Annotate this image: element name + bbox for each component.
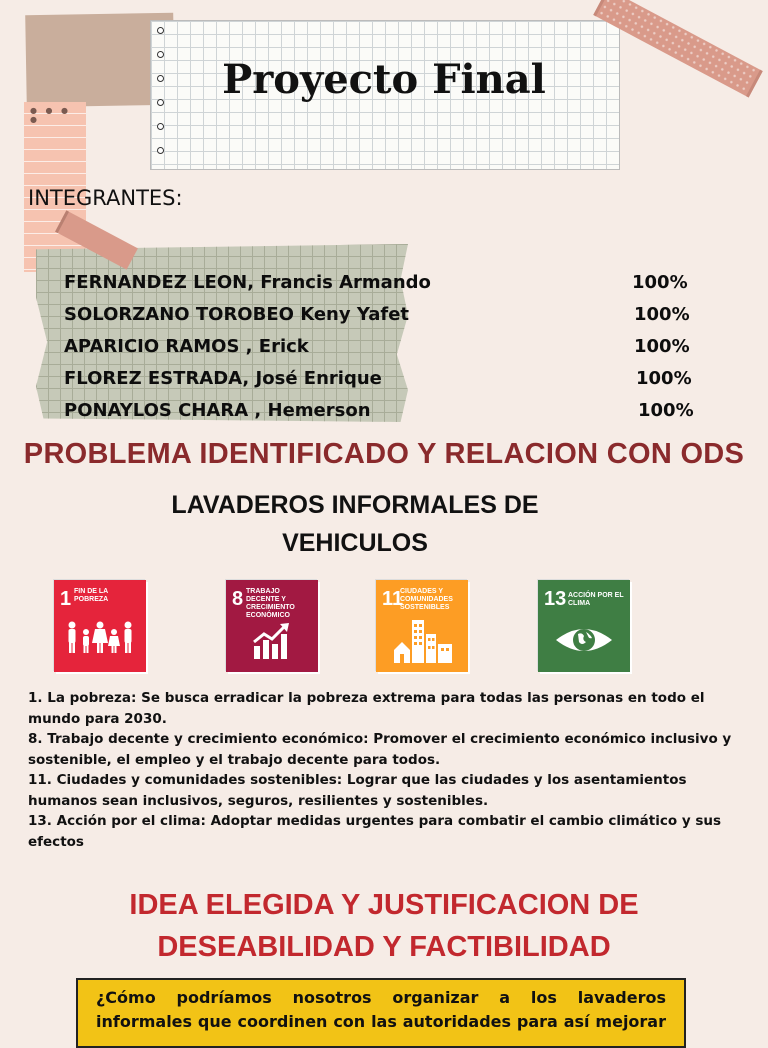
sdg-label: ACCIÓN POR EL CLIMA: [568, 592, 624, 607]
sdg-description: 8. Trabajo decente y crecimiento económico: Promover el crecimiento económico inclusivo y sostenible, el empleo y el trabajo decente para todos.: [28, 731, 732, 768]
sdg-number: 8: [232, 588, 244, 610]
member-percent: 100%: [632, 272, 688, 293]
sdg-tile-1: [54, 580, 146, 672]
member-name: FLOREZ ESTRADA, José Enrique: [64, 368, 382, 389]
problem-section-title: PROBLEMA IDENTIFICADO Y RELACION CON ODS: [23, 438, 745, 470]
member-row: [64, 368, 714, 398]
sdg-description: 1. La pobreza: Se busca erradicar la pobreza extrema para todas las personas en todo el mundo para 2030.: [28, 690, 705, 727]
growth-chart-icon: [252, 622, 292, 660]
member-name: SOLORZANO TOROBEO Keny Yafet: [64, 304, 410, 325]
sdg-description: 11. Ciudades y comunidades sostenibles: Lograr que las ciudades y los asentamientos humanos sean inclusivos, seguros, resilientes y sostenibles.: [28, 772, 687, 809]
member-name: PONAYLOS CHARA , Hemerson: [64, 400, 371, 421]
sdg-number: 11: [382, 588, 404, 610]
member-name: FERNANDEZ LEON, Francis Armando: [64, 272, 431, 293]
member-percent: 100%: [636, 368, 692, 389]
sdg-label: FIN DE LA POBREZA: [74, 588, 109, 603]
sdg-tile-11: [376, 580, 468, 672]
buildings-icon: [392, 616, 454, 664]
member-percent: 100%: [638, 400, 694, 421]
member-percent: 100%: [634, 336, 690, 357]
member-row: [64, 336, 714, 366]
member-row: [64, 272, 714, 302]
family-icon: [64, 620, 136, 654]
sdg-label: CIUDADES Y COMUNIDADES SOSTENIBLES: [400, 588, 453, 611]
sdg-number: 1: [60, 588, 72, 610]
ring-hole: [157, 27, 164, 34]
sdg-tile-8: [226, 580, 318, 672]
member-row: [64, 304, 714, 334]
member-percent: 100%: [634, 304, 690, 325]
sdg-tile-13: [538, 580, 630, 672]
sdg-number: 13: [544, 588, 567, 610]
sdg-description: 13. Acción por el clima: Adoptar medidas urgentes para combatir el cambio climático y sus efectos: [28, 813, 722, 850]
sdg-label: TRABAJO DECENTE Y CRECIMIENTO ECONÓMICO: [246, 588, 295, 619]
page-title: Proyecto Final: [222, 56, 546, 103]
ring-hole: [157, 123, 164, 130]
member-name: APARICIO RAMOS , Erick: [64, 336, 309, 357]
integrantes-label: INTEGRANTES:: [28, 186, 183, 210]
notepad-holes-decoration: ● ● ● ●: [30, 106, 72, 124]
ring-hole: [157, 147, 164, 154]
sdg-descriptions: [28, 688, 748, 852]
eye-globe-icon: [554, 624, 614, 656]
member-row: [64, 400, 714, 430]
problem-subtitle: LAVADEROS INFORMALES DE VEHICULOS: [171, 491, 539, 557]
idea-section-title: IDEA ELEGIDA Y JUSTIFICACION DE DESEABILIDAD Y FACTIBILIDAD: [129, 889, 639, 963]
guiding-question-box: ¿Cómo podríamos nosotros organizar a los lavaderos informales que coordinen con las autoridades para así mejorar: [76, 978, 686, 1048]
